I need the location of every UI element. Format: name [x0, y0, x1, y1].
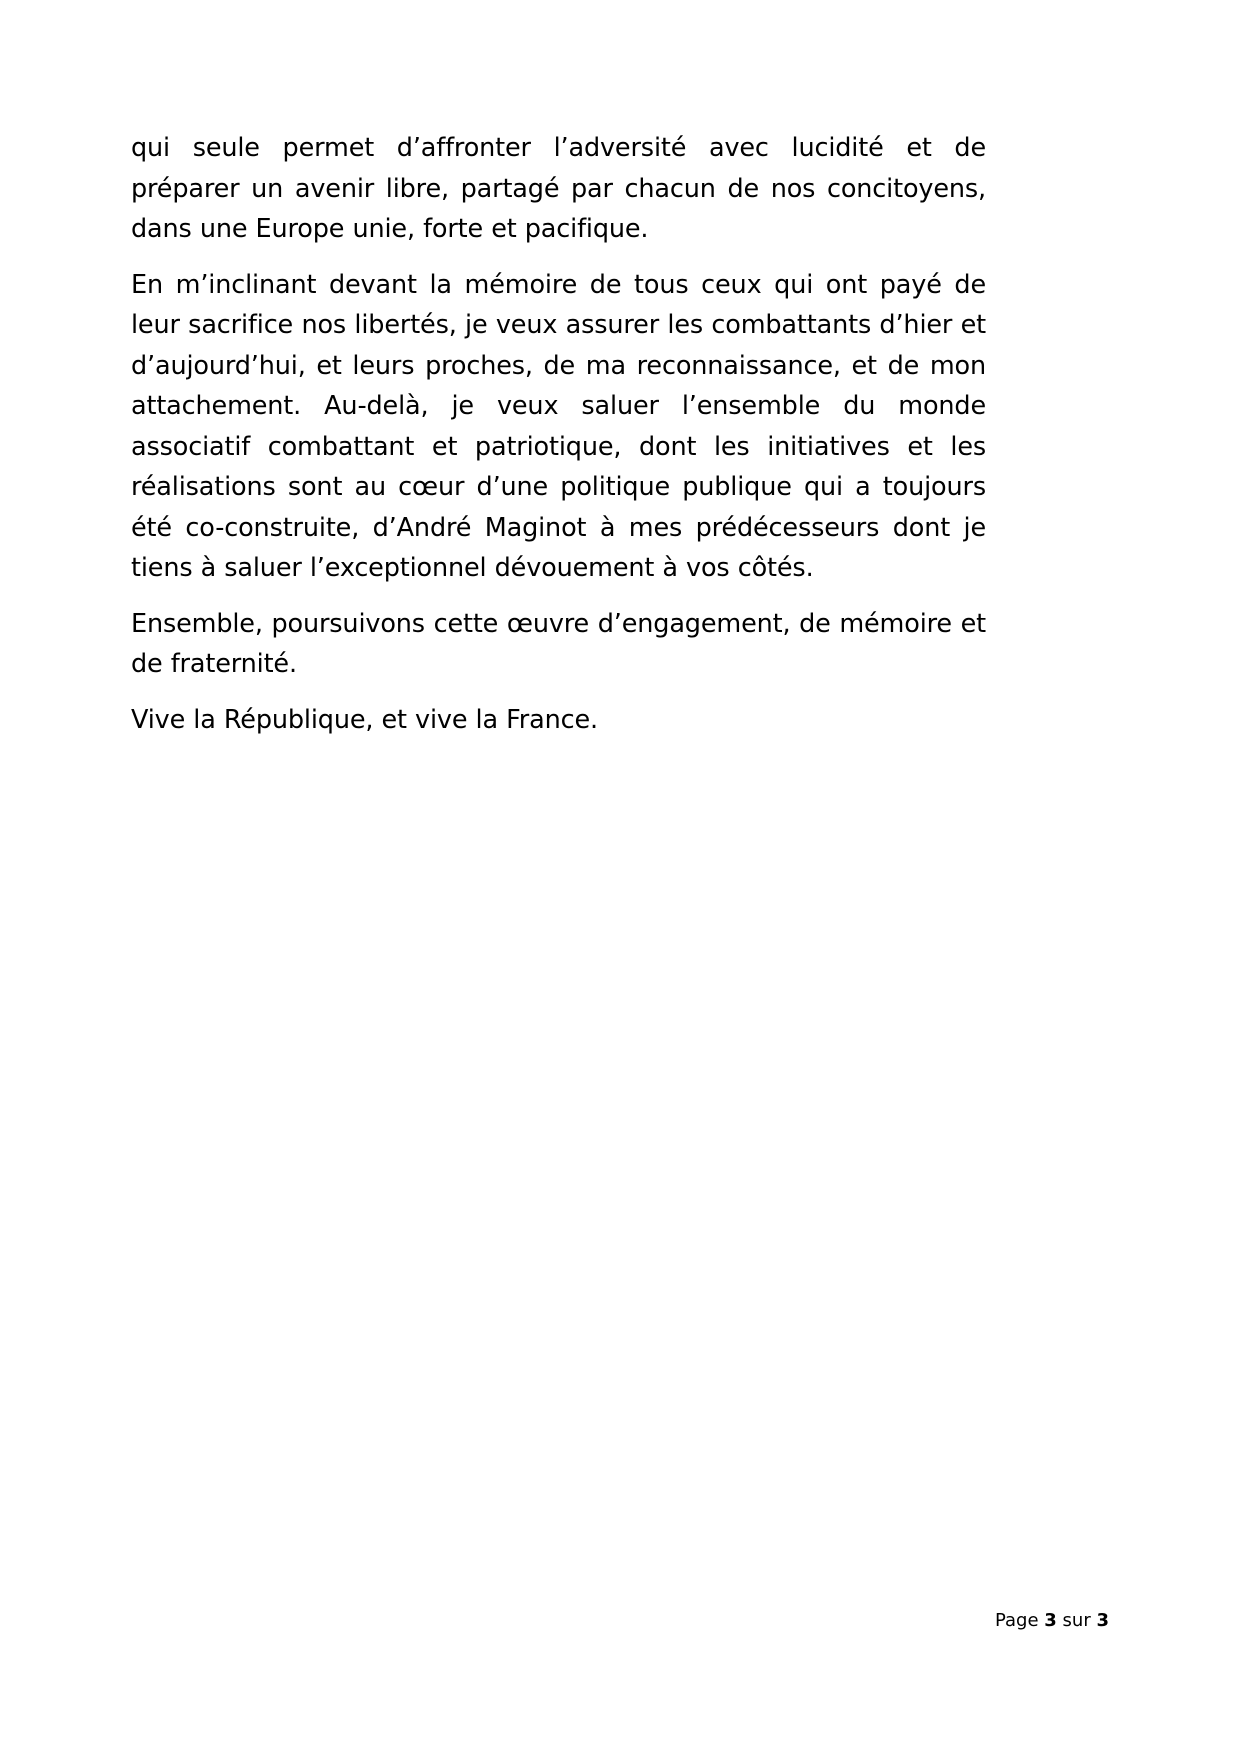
paragraph-3: Ensemble, poursuivons cette œuvre d’engagement, de mémoire et de fraternité. — [131, 608, 986, 679]
footer-separator: sur — [1056, 1610, 1097, 1631]
document-body — [131, 128, 986, 740]
footer-total-pages: 3 — [1096, 1610, 1109, 1631]
paragraph-4: Vive la République, et vive la France. — [131, 704, 598, 735]
footer-page-label: Page — [994, 1610, 1045, 1631]
page-number-text — [131, 1608, 1109, 1634]
paragraph-2: En m’inclinant devant la mémoire de tous ceux qui ont payé de leur sacrifice nos libertés, je veux assurer les combattants d’hier et d’aujourd’hui, et leurs proches, de ma reconnaissance, et de mon attachement. Au-delà, je veux saluer l’ensemble du monde associatif combattant et patriotique, dont les initiatives et les réalisations sont au cœur d’une politique publique qui a toujours été co-construite, d’André Maginot à mes prédécesseurs dont je tiens à saluer l’exceptionnel dévouement à vos côtés. — [131, 269, 986, 583]
footer-current-page: 3 — [1044, 1610, 1057, 1631]
page-footer — [131, 1608, 1109, 1648]
paragraph-1: qui seule permet d’affronter l’adversité avec lucidité et de préparer un avenir libre, partagé par chacun de nos concitoyens, dans une Europe unie, forte et pacifique. — [131, 133, 986, 244]
